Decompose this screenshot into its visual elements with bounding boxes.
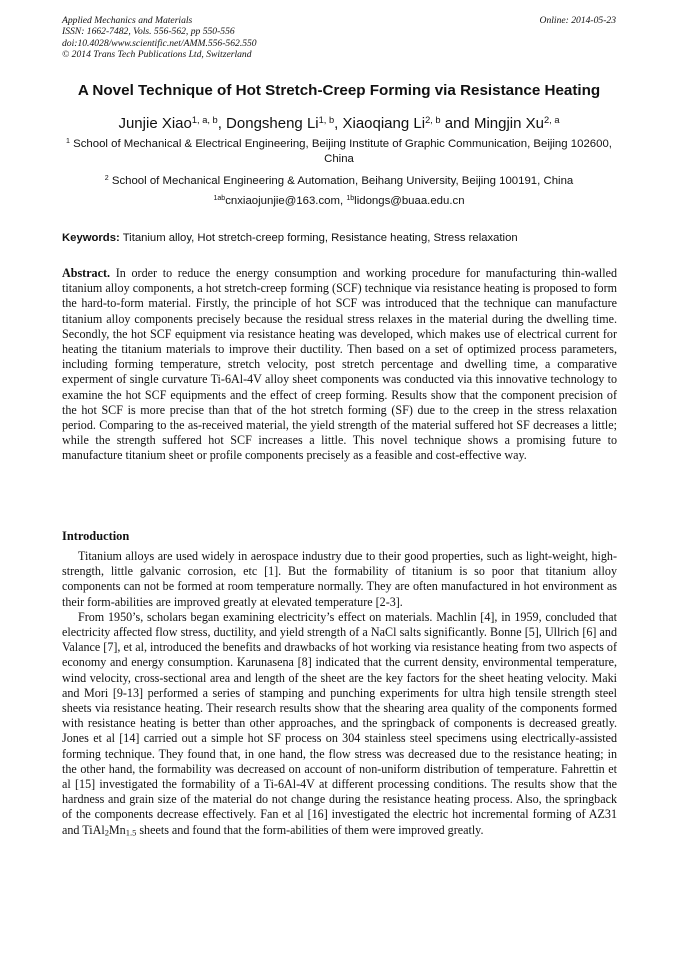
paragraph: Titanium alloys are used widely in aerospace industry due to their good properties, such as light-weight, high-strength, little galvanic corrosion, etc [1]. But the formability of titanium is so poor that titanium alloy components can not be formed at room temperature normally. They are often manufactured in hot environment as their form-abilities are improved greatly at elevated temperature [2-3].	[62, 549, 617, 609]
author-affil-marker: 1, b	[318, 114, 335, 125]
email-address-2[interactable]: lidongs@buaa.edu.cn	[354, 195, 465, 207]
author-name: Mingjin Xu	[473, 115, 544, 132]
subscript: 1.5	[125, 827, 137, 838]
journal-header	[62, 15, 616, 61]
email-separator: ,	[339, 195, 347, 207]
affiliation-text: School of Mechanical Engineering & Automation, Beihang University, Beijing 100191, China	[111, 175, 574, 187]
email-marker: 1b	[346, 195, 355, 203]
affiliation-1	[59, 137, 619, 167]
introduction-body	[62, 549, 617, 838]
author-list	[40, 115, 638, 132]
affiliation-text: School of Mechanical & Electrical Engineering, Beijing Institute of Graphic Communication, Beijing 102600, China	[73, 138, 612, 165]
paper-title: A Novel Technique of Hot Stretch-Creep Forming via Resistance Heating	[77, 82, 601, 99]
abstract-text: In order to reduce the energy consumption and working procedure for manufacturing thin-walled titanium alloy components, a hot stretch-creep forming (SCF) technique via resistance heating is proposed to form the hard-to-form material. Firstly, the principle of hot SCF was introduced that the technique can manufacture titanium alloy components precisely because the residual stress relaxes in the material during the dwelling time. Secondly, the hot SCF equipment via resistance heating was developed, which makes use of electrical current for heating the titanium materials to improve their ductility. Then based on a set of optimized process parameters, including forming temperature, stretch velocity, post stretch percentage and dwelling time, a comparative experment of single curvature Ti-6Al-4V alloy sheet components was conducted via this innovative technology to examine the hot SCF equipments and the effect of creep forming. Results show that the component precision of the hot SCF is more precise than that of the hot stretch forming (SF) due to the creep in the stress relaxation period. Comparing to the as-received material, the yield strength of the material suffered hot SF decreases a little; while the strength suffered hot SCF increases a little. This novel technique shows a promising future to manufacture titanium sheet or profile components precisely as a feasible and cost-effective way.	[62, 266, 617, 463]
keywords-label: Keywords:	[62, 232, 120, 244]
paragraph	[62, 610, 617, 838]
copyright-line: © 2014 Trans Tech Publications Ltd, Switzerland	[62, 49, 252, 61]
author-affil-marker: 1, a, b	[191, 114, 218, 125]
subscript: 2	[104, 827, 109, 838]
section-heading-introduction: Introduction	[62, 529, 130, 543]
journal-name: Applied Mechanics and Materials	[62, 15, 193, 26]
author-name: Dongsheng Li	[226, 115, 319, 132]
keywords	[62, 232, 617, 244]
affiliation-number: 2	[104, 175, 109, 183]
abstract-label: Abstract.	[62, 266, 111, 280]
author-separator: ,	[334, 115, 343, 132]
email-marker: 1ab	[213, 195, 226, 203]
doi-line: doi:10.4028/www.scientific.net/AMM.556-562.550	[62, 37, 257, 49]
abstract	[62, 266, 617, 464]
affiliation-number: 1	[66, 138, 70, 146]
affiliation-2	[59, 174, 619, 189]
author-name: Xiaoqiang Li	[342, 115, 426, 132]
online-date: Online: 2014-05-23	[539, 15, 616, 26]
issn-line: ISSN: 1662-7482, Vols. 556-562, pp 550-556	[62, 26, 235, 38]
author-affil-marker: 2, a	[544, 114, 560, 125]
paragraph-text: Mn	[108, 822, 126, 837]
author-emails	[40, 195, 638, 207]
keywords-text: Titanium alloy, Hot stretch-creep forming, Resistance heating, Stress relaxation	[122, 232, 518, 244]
author-separator: and	[440, 115, 474, 132]
paragraph-text: sheets and found that the form-abilities of them were improved greatly.	[136, 822, 484, 837]
email-address-1[interactable]: cnxiaojunjie@163.com	[225, 195, 340, 207]
author-affil-marker: 2, b	[425, 114, 441, 125]
author-separator: ,	[217, 115, 227, 132]
paragraph-text: From 1950’s, scholars began examining electricity’s effect on materials. Machlin [4], in 1959, concluded that electricity affected flow stress, ductility, and yield strength of a NaCl salts significantly. Bonne [5], Ullrich [6] and Valance [7], et al, introduced the benefits and drawbacks of hot working via resistance heating from two aspects of economy and energy consumption. Karunasena [8] indicated that the current density, environmental temperature, wind velocity, cross-sectional area and length of the sheet are the key factors for the sheet heating velocity. Maki and Mori [9-13] performed a series of stamping and punching experiments for ultra high tensile strength steel sheets via resistance heating. Their research results show that the shearing area quality of the components formed with resistance heating is better than other approaches, and the springback of components is decreased greatly. Jones et al [14] carried out a simple hot SF process on 304 stainless steel specimens using electrically-assisted forming technique. They found that, in one hand, the flow stress was decreased due to the resistance heating; in the other hand, the formability was decreased on account of non-uniform distribution of temperature. Fahrettin et al [15] investigated the formability of a Ti-6Al-4V at different processing conditions. The results show that the hardness and grain size of the material do not change during the resistance heating process. Also, the springback of the components decrease effectively. Fan et al [16] investigated the electric hot incremental forming of AZ31 and TiAl	[62, 609, 617, 837]
author-name: Junjie Xiao	[118, 115, 192, 132]
